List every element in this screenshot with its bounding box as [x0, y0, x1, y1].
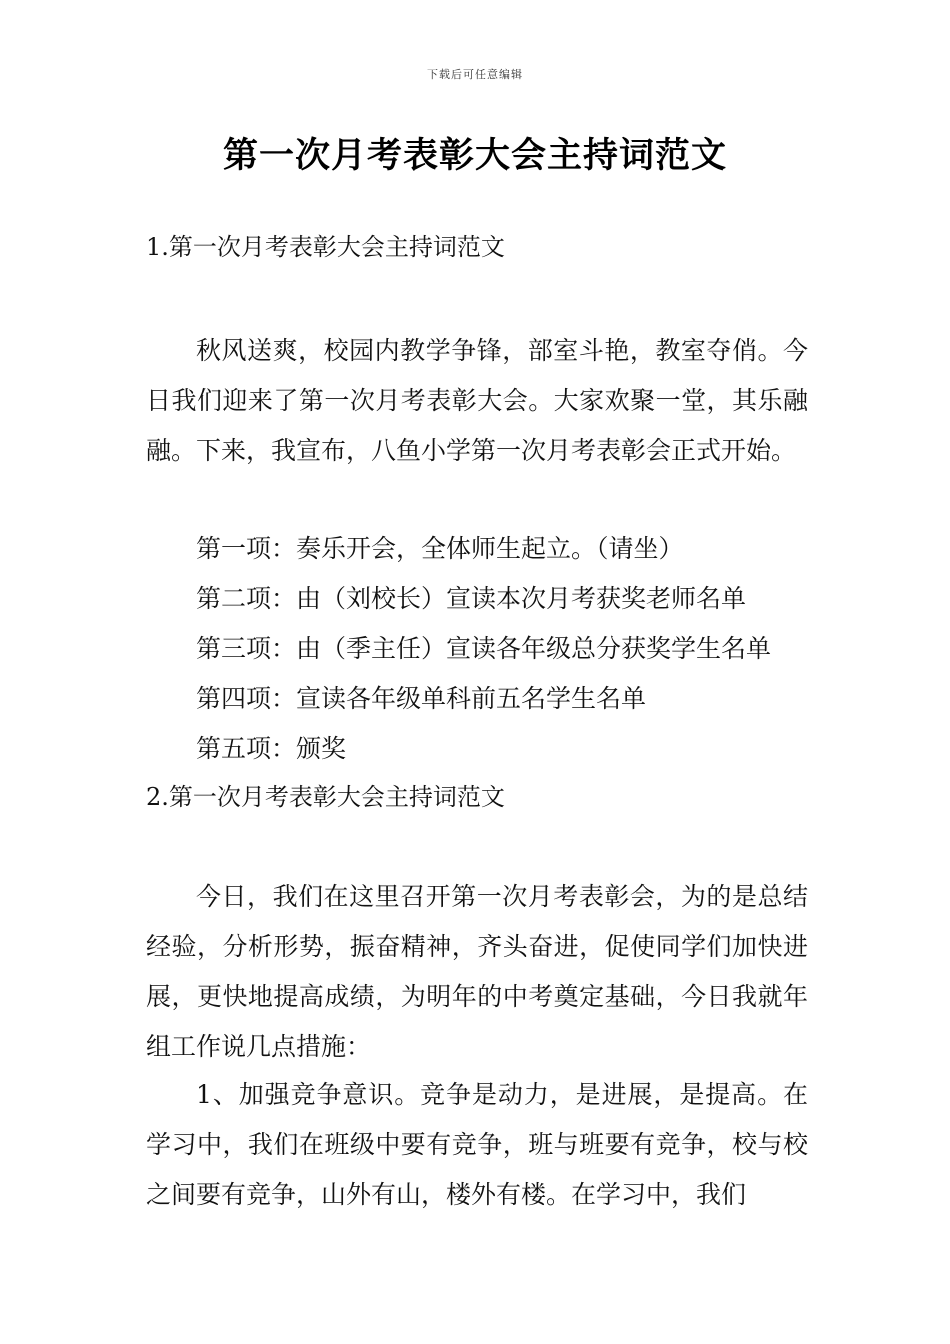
section-2-point: [146, 1070, 808, 1220]
section-2-paragraph: 今日，我们在这里召开第一次月考表彰会，为的是总结经验，分析形势，振奋精神，齐头奋进，促使同学们加快进展，更快地提高成绩，为明年的中考奠定基础，今日我就年组工作说几点措施：: [146, 882, 808, 1061]
section-1-body: [146, 326, 808, 476]
list-item: 第一项：奏乐开会，全体师生起立。（请坐）: [196, 534, 684, 563]
page-title: 第一次月考表彰大会主持词范文: [222, 136, 727, 176]
section-1-heading: 1.第一次月考表彰大会主持词范文: [146, 233, 505, 261]
list-item: 第三项：由（季主任）宣读各年级总分获奖学生名单: [196, 634, 772, 663]
header-note: 下载后可任意编辑: [427, 68, 523, 81]
list-item: 第五项：颁奖: [196, 734, 347, 763]
list-item: 第二项：由（刘校长）宣读本次月考获奖老师名单: [196, 584, 747, 613]
section-1-item-list: [146, 524, 808, 774]
section-2-heading: 2.第一次月考表彰大会主持词范文: [146, 783, 505, 811]
section-1-paragraph: 秋风送爽，校园内教学争锋，部室斗艳，教室夺俏。今日我们迎来了第一次月考表彰大会。大家欢聚一堂，其乐融融。下来，我宣布，八鱼小学第一次月考表彰会正式开始。: [146, 336, 808, 465]
list-item: 第四项：宣读各年级单科前五名学生名单: [196, 684, 647, 713]
section-2-body: [146, 872, 808, 1072]
section-2-point-paragraph: 1、加强竞争意识。竞争是动力，是进展，是提高。在学习中，我们在班级中要有竞争，班与班要有竞争，校与校之间要有竞争，山外有山，楼外有楼。在学习中，我们: [146, 1080, 808, 1209]
